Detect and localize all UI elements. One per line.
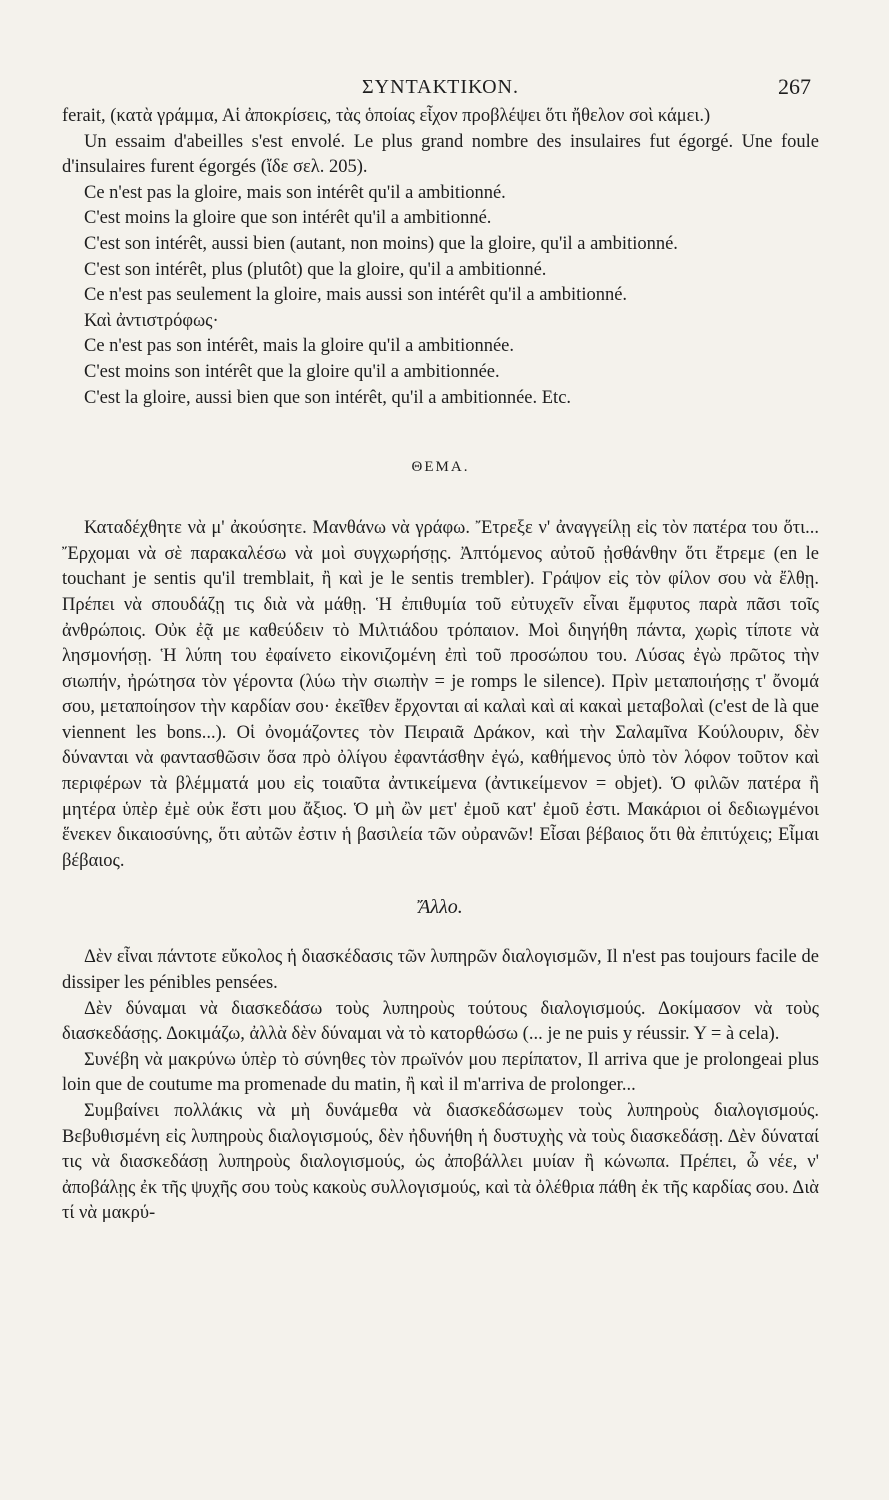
example-line: C'est moins son intérêt que la gloire qu'il a ambitionnée.	[84, 361, 500, 382]
example-line: C'est son intérêt, plus (plutôt) que la gloire, qu'il a ambitionné.	[84, 259, 547, 280]
thema-exercise	[62, 516, 819, 874]
section-heading-thema: ΘΕΜΑ.	[411, 459, 470, 476]
section-heading-allo: Ἄλλο.	[418, 896, 463, 919]
page-number: 267	[778, 74, 811, 99]
paragraph-continuation: ferait, (κατὰ γράμμα, Αἱ ἀποκρίσεις, τὰς ὁποίας εἶχον προβλέψει ὅτι ἤθελον σοὶ κάμει.)	[62, 106, 711, 126]
exercise-paragraph: Καταδέχθητε νὰ μ' ἀκούσητε. Μανθάνω νὰ γράφω. Ἔτρεξε ν' ἀναγγείλῃ εἰς τὸν πατέρα του ὅτι... Ἔρχομαι νὰ σὲ παρακαλέσω νὰ μοὶ συγχωρήσῃς. Ἀπτόμενος αὐτοῦ ᾐσθάνθην ὅτι ἔτρεμε (en le touchant je sentis qu'il tremblait, ἢ καὶ je le sentis trembler). Γράψον εἰς τὸν φίλον σου νὰ ἔλθῃ. Πρέπει νὰ σπουδάζῃ τις διὰ νὰ μάθῃ. Ἡ ἐπιθυμία τοῦ εὐτυχεῖν εἶναι ἔμφυτος παρὰ πᾶσι τοῖς ἀνθρώποις. Οὐκ ἐᾷ με καθεύδειν τὸ Μιλτιάδου τρόπαιον. Μοὶ διηγήθη πάντα, χωρὶς τίποτε νὰ λησμονήσῃ. Ἡ λύπη του ἐφαίνετο εἰκονιζομένη ἐπὶ τοῦ προσώπου του. Λύσας ἐγὼ πρῶτος τὴν σιωπήν, ἠρώτησα τὸν γέροντα (λύω τὴν σιωπὴν = je romps le silence). Πρὶν μεταποιήσῃς τ' ὄνομά σου, μεταποίησον τὴν καρδίαν σου· ἐκεῖθεν ἔρχονται αἱ καλαὶ καὶ αἱ κακαὶ μεταβολαὶ (c'est de là que viennent les bons...). Οἱ ὀνομάζοντες τὸν Πειραιᾶ Δράκον, καὶ τὴν Σαλαμῖνα Κούλουριν, δὲν δύνανται νὰ φαντασθῶσιν ὅσα πρὸ ὀλίγου ἐφαντάσθην ἐγώ, καθήμενος ὑπὸ τὸν λόφον τοῦτον καὶ περιφέρων τὰ βλέμματά μου εἰς τοιαῦτα ἀντικείμενα (ἀντικείμενον = objet). Ὁ φιλῶν πατέρα ἢ μητέρα ὑπὲρ ἐμὲ οὐκ ἔστι μου ἄξιος. Ὁ μὴ ὢν μετ' ἐμοῦ κατ' ἐμοῦ ἐστι. Μακάριοι οἱ δεδιωγμένοι ἕνεκεν δικαιοσύνης, ὅτι αὐτῶν ἐστιν ἡ βασιλεία τῶν οὐρανῶν! Εἶσαι βέβαιος ὅτι θὰ ἐπιτύχεις; Εἶμαι βέβαιος.	[62, 518, 819, 871]
example-paragraph: Un essaim d'abeilles s'est envolé. Le plus grand nombre des insulaires fut égorgé. Une foule d'insulaires furent égorgés (ἴδε σελ. 205).	[62, 131, 819, 178]
top-examples	[62, 104, 819, 411]
exercise-paragraph: Συμβαίνει πολλάκις νὰ μὴ δυνάμεθα νὰ διασκεδάσωμεν τοὺς λυπηροὺς διαλογισμούς. Βεβυθισμένη εἰς λυπηροὺς διαλογισμούς, δὲν ἠδυνήθη ἡ δυστυχὴς νὰ τοὺς διασκεδάσῃ. Δὲν δύναταί τις νὰ διασκεδάσῃ λυπηροὺς διαλογισμούς, ὡς ἀποβάλλει μυίαν ἢ κώνωπα. Πρέπει, ὦ νέε, ν' ἀποβάλῃς ἐκ τῆς ψυχῆς σου τοὺς κακοὺς συλλογισμούς, καὶ τὰ ὀλέθρια πάθη ἐκ τῆς καρδίας σου. Διὰ τί νὰ μακρύ-	[62, 1101, 819, 1224]
exercise-paragraph: Συνέβη νὰ μακρύνω ὑπὲρ τὸ σύνηθες τὸν πρωϊνόν μου περίπατον, Il arriva que je prolongeai plus loin que de coutume ma promenade du matin, ἢ καὶ il m'arriva de prolonger...	[62, 1049, 819, 1096]
running-title: ΣΥΝΤΑΚΤΙΚΟΝ.	[362, 76, 519, 98]
example-line: C'est moins la gloire que son intérêt qu'il a ambitionné.	[84, 208, 492, 229]
exercise-paragraph: Δὲν δύναμαι νὰ διασκεδάσω τοὺς λυπηροὺς τούτους διαλογισμούς. Δοκίμασον νὰ τοὺς διασκεδάσῃς. Δοκιμάζω, ἀλλὰ δὲν δύναμαι νὰ τὸ κατορθώσω (... je ne puis y réussir. Y = à cela).	[62, 998, 819, 1045]
allo-exercise	[62, 945, 819, 1227]
example-line: Ce n'est pas seulement la gloire, mais aussi son intérêt qu'il a ambitionné.	[84, 285, 628, 306]
example-line: Ce n'est pas la gloire, mais son intérêt qu'il a ambitionné.	[84, 182, 506, 203]
running-head	[62, 70, 819, 104]
exercise-paragraph: Δὲν εἶναι πάντοτε εὔκολος ἡ διασκέδασις τῶν λυπηρῶν διαλογισμῶν, Il n'est pas toujours facile de dissiper les pénibles pensées.	[62, 947, 819, 994]
example-line: C'est la gloire, aussi bien que son intérêt, qu'il a ambitionnée. Etc.	[84, 387, 572, 408]
example-line: Καὶ ἀντιστρόφως·	[84, 310, 219, 331]
example-line: C'est son intérêt, aussi bien (autant, non moins) que la gloire, qu'il a ambitionné.	[84, 233, 678, 254]
example-line: Ce n'est pas son intérêt, mais la gloire qu'il a ambitionnée.	[84, 336, 515, 357]
